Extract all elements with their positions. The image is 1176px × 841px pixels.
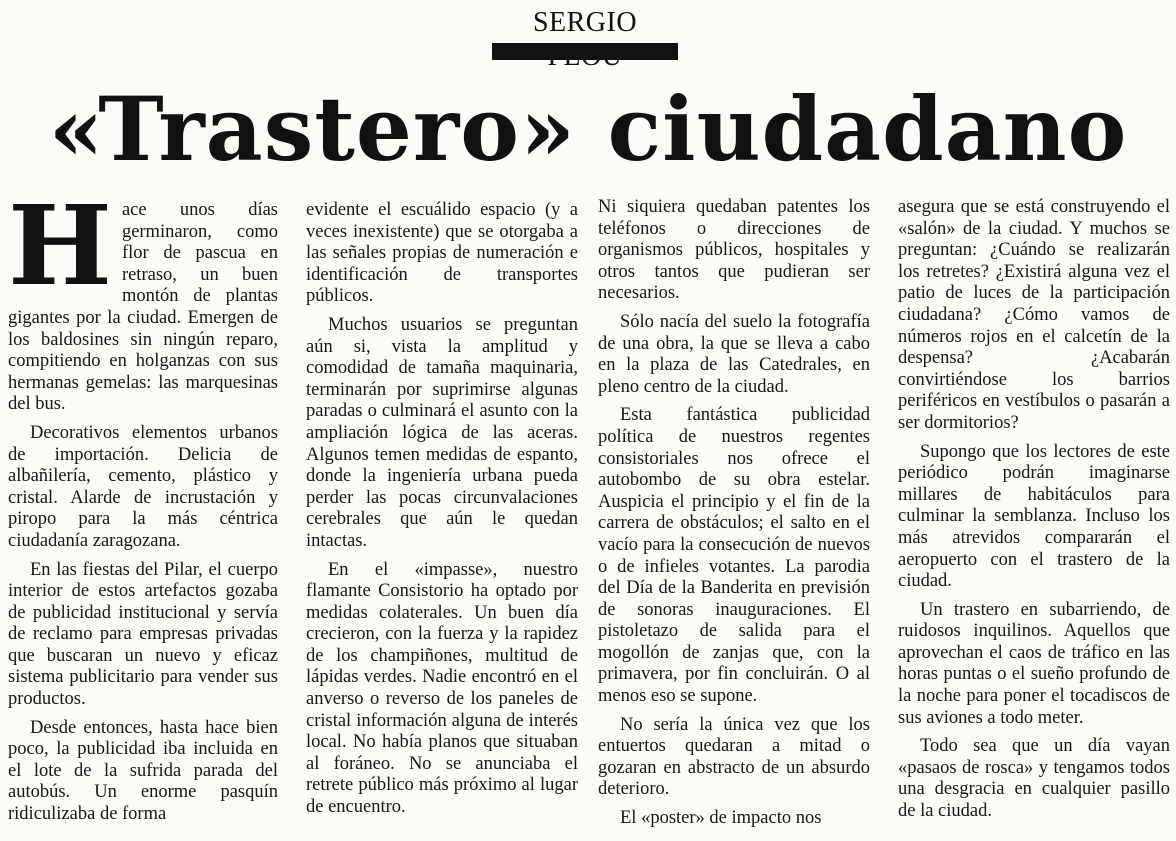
author-byline: SERGIO	[532, 7, 638, 38]
paragraph: Decorativos elementos urbanos de importación. Delicia de albañilería, cemento, plástico y cristal. Alarde de incrustación y piropo para la más céntrica ciudadanía zaragozana.	[8, 422, 278, 551]
paragraph: Un trastero en subarriendo, de ruidosos inquilinos. Aquellos que aprovechan el caos de tráfico en las horas puntas o el sueño profundo de la noche para poner el tocadiscos de sus aviones a todo meter.	[898, 599, 1170, 728]
drop-cap: H	[8, 200, 112, 310]
paragraph: asegura que se está construyendo el «salón» de la ciudad. Y muchos se preguntan: ¿Cuándo se realizarán los retretes? ¿Existirá alguna vez el patio de luces de la participación ciudadana? ¿Cómo vamos de números rojos en el calcetín de la despensa? ¿Acabarán convirtiéndose los barrios periféricos en vestíbulos o pasarán a ser dormitorios?	[898, 197, 1170, 433]
paragraph: evidente el escuálido espacio (y a veces inexistente) que se otorgaba a las señales propias de numeración e identificación de transportes públicos.	[306, 200, 578, 307]
article-headline: «Trastero» ciudadano	[48, 77, 1128, 181]
paragraph	[8, 200, 278, 416]
paragraph: Todo sea que un día vayan «pasaos de rosca» y tengamos todos una desgracia en cualquier pasillo de la ciudad.	[898, 736, 1170, 822]
byline-underline-bar	[492, 43, 678, 60]
paragraph: Sólo nacía del suelo la fotografía de una obra, la que se lleva a cabo en la plaza de las Catedrales, en pleno centro de la ciudad.	[598, 311, 870, 397]
article-column-3	[598, 197, 870, 837]
article-column-4	[898, 197, 1170, 837]
paragraph: Ni siquiera quedaban patentes los teléfonos o direcciones de organismos públicos, hospitales y otros tantos que pudieran ser necesarios.	[598, 197, 870, 304]
article-column-1	[8, 200, 278, 840]
article-column-2	[306, 200, 578, 840]
paragraph: Desde entonces, hasta hace bien poco, la publicidad iba incluida en el lote de la sufrida parada del autobús. Un enorme pasquín ridiculizaba de forma	[8, 717, 278, 825]
paragraph: No sería la única vez que los entuertos quedaran a mitad o gozaran en abstracto de un absurdo deterioro.	[598, 714, 870, 800]
paragraph: En el «impasse», nuestro flamante Consistorio ha optado por medidas colaterales. Un buen día crecieron, con la fuerza y la rapidez de los champiñones, multitud de lápidas verdes. Nadie encontró en el anverso o reverso de los paneles de cristal información alguna de interés local. No había planos que situaban al foráneo. No se anunciaba el retrete público más próximo al lugar de encuentro.	[306, 559, 578, 818]
paragraph: Supongo que los lectores de este periódico podrán imaginarse millares de habitáculos para culminar la semblanza. Incluso los más atrevidos compararán el aeropuerto con el trastero de la ciudad.	[898, 441, 1170, 592]
paragraph: El «poster» de impacto nos	[620, 808, 822, 829]
paragraph: Esta fantástica publicidad política de nuestros regentes consistoriales nos ofrece el autobombo de su obra estelar. Auspicia el principio y el fin de la carrera de obstáculos; el salto en el vacío para la consecución de nuevos o de infieles votantes. La parodia del Día de la Banderita en previsión de sonoras inauguraciones. El pistoletazo de salida para el mogollón de zanjas que, con la primavera, por fin concluirán. O al menos eso se supone.	[598, 405, 870, 707]
paragraph-text: ace unos días germinaron, como flor de pascua en retraso, un buen montón de plantas gigantes por la ciudad. Emergen de los baldosines sin ningún reparo, compitiendo en holganzas con sus hermanas gemelas: las marquesinas del bus.	[8, 200, 278, 415]
paragraph: Muchos usuarios se preguntan aún si, vista la amplitud y comodidad de tamaña maquinaria, terminarán por suprimirse algunas paradas o culminará el asunto con la ampliación lógica de las aceras. Algunos temen medidas de espanto, donde la ingeniería urbana pueda perder las pocas circunvalaciones cerebrales que aún le quedan intactas.	[306, 314, 578, 551]
paragraph: En las fiestas del Pilar, el cuerpo interior de estos artefactos gozaba de publicidad institucional y servía de reclamo para empresas privadas que buscaran un nuevo y eficaz sistema publicitario para vender sus productos.	[8, 559, 278, 710]
